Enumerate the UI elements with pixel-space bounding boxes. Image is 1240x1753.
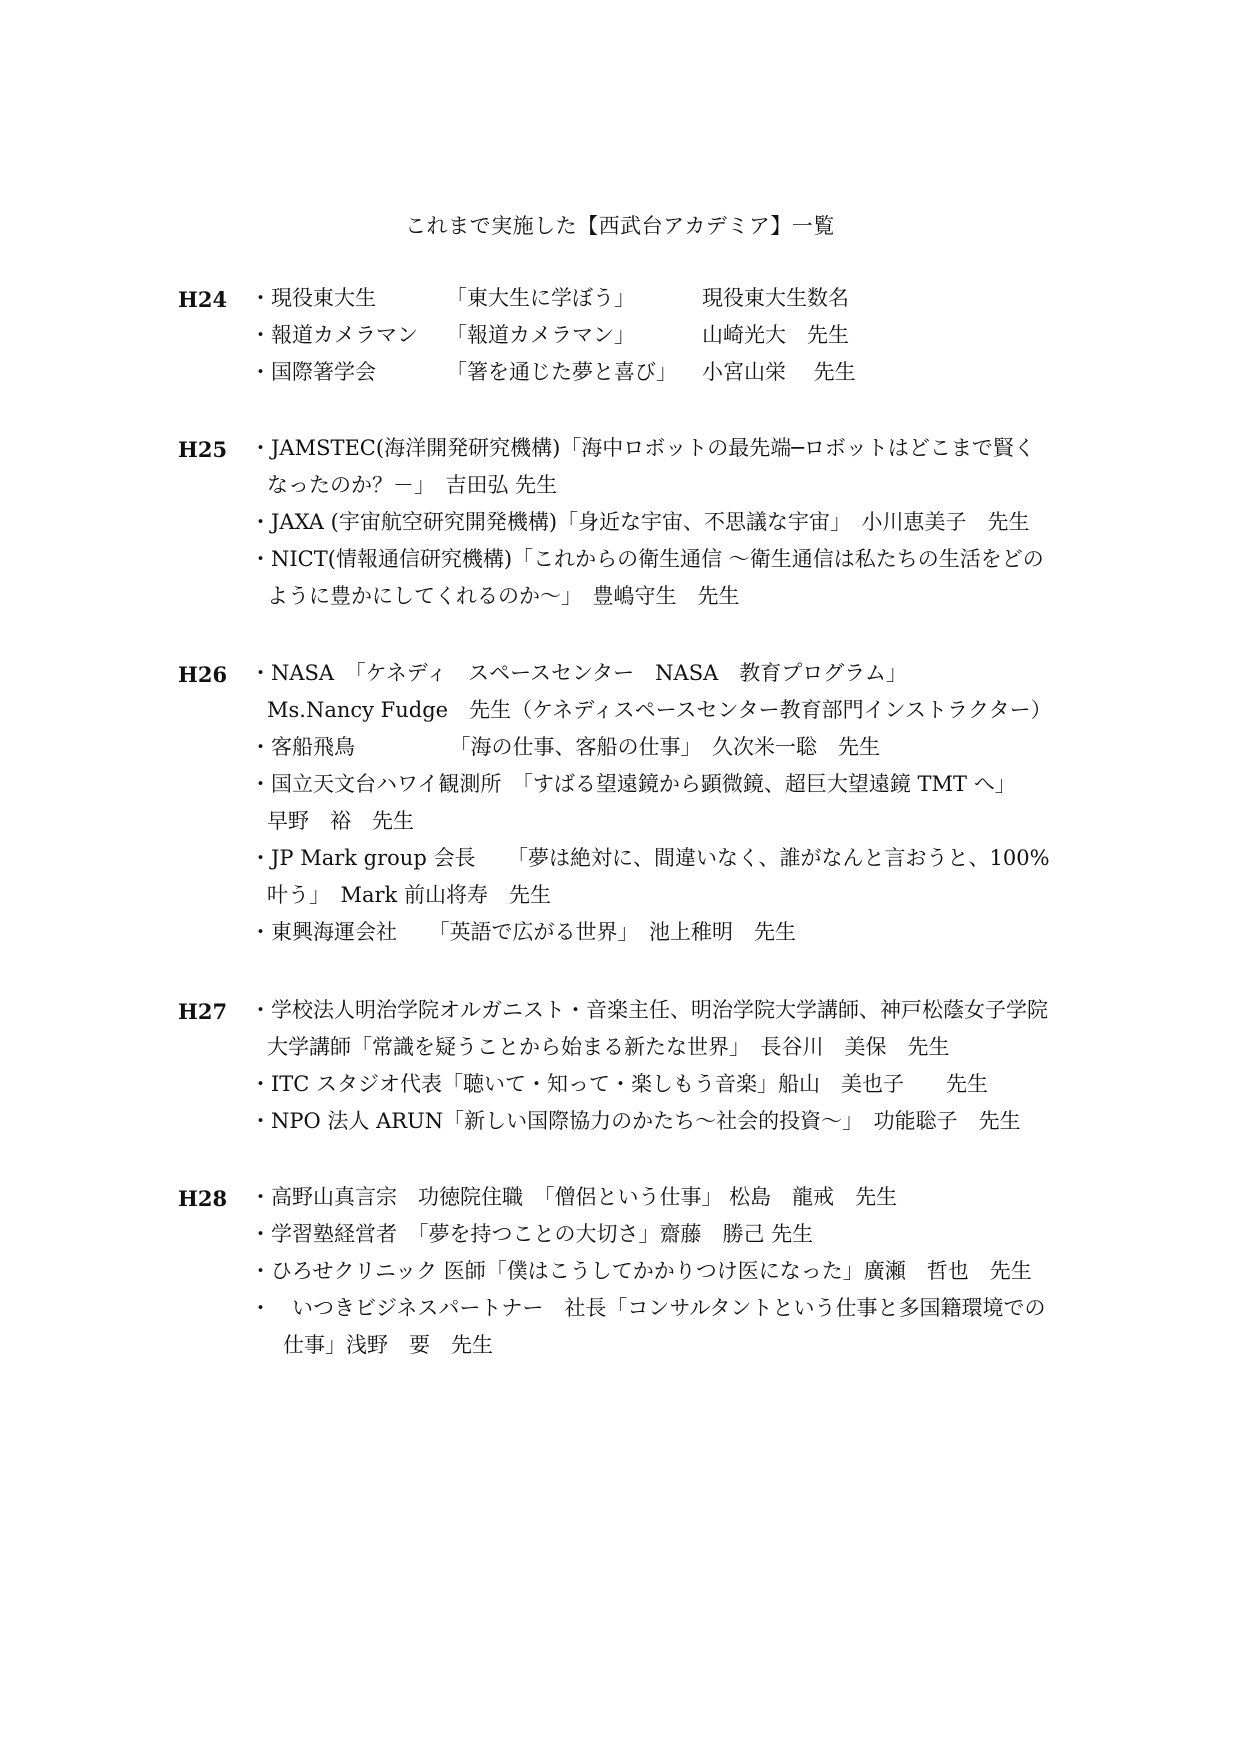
- lecture-theme: 「東大生に学ぼう」: [446, 286, 635, 310]
- list-item: ・客船飛鳥 「海の仕事、客船の仕事」 久次米一聡 先生: [250, 735, 880, 759]
- list-item: ・NPO 法人 ARUN「新しい国際協力のかたち～社会的投資～」 功能聡子 先生: [250, 1109, 1021, 1133]
- organization: ・報道カメラマン: [250, 323, 418, 347]
- list-item: ・国立天文台ハワイ観測所 「すばる望遠鏡から顕微鏡、超巨大望遠鏡 TMT へ」: [250, 772, 1016, 796]
- list-item: ・NICT(情報通信研究機構)「これからの衛生通信 ～衛生通信は私たちの生活をどの: [250, 547, 1044, 571]
- list-item: ・高野山真言宗 功徳院住職 「僧侶という仕事」 松島 龍戒 先生: [250, 1185, 898, 1209]
- year-label: H26: [178, 662, 228, 687]
- list-item-continuation: ように豊かにしてくれるのか～」 豊嶋守生 先生: [267, 584, 740, 608]
- list-item-continuation: 早野 裕 先生: [267, 809, 414, 833]
- speaker: 山崎光大 先生: [702, 323, 849, 347]
- document-title: これまで実施した【西武台アカデミア】一覧: [405, 214, 835, 238]
- list-item: ・学校法人明治学院オルガニスト・音楽主任、明治学院大学講師、神戸松蔭女子学院: [250, 998, 1048, 1022]
- organization: ・国際箸学会: [250, 360, 376, 384]
- lecture-theme: 「報道カメラマン」: [446, 323, 635, 347]
- organization: ・現役東大生: [250, 286, 376, 310]
- list-item-continuation: 仕事」浅野 要 先生: [283, 1333, 493, 1357]
- list-item: ・NASA 「ケネディ スペースセンター NASA 教育プログラム」: [250, 661, 908, 685]
- list-item: ・ITC スタジオ代表「聴いて・知って・楽しもう音楽」船山 美也子 先生: [250, 1072, 989, 1096]
- year-label: H27: [178, 999, 228, 1024]
- list-item-continuation: Ms.Nancy Fudge 先生（ケネディスペースセンター教育部門インストラクター）: [267, 698, 1052, 722]
- list-item: ・JAXA (宇宙航空研究開発機構)「身近な宇宙、不思議な宇宙」 小川恵美子 先生: [250, 510, 1030, 534]
- year-label: H24: [178, 287, 228, 312]
- list-item-continuation: なったのか？－」 吉田弘 先生: [267, 473, 558, 497]
- year-label: H28: [178, 1186, 228, 1211]
- year-label: H25: [178, 437, 228, 462]
- list-item: [250, 358, 1150, 386]
- speaker: 現役東大生数名: [702, 286, 849, 310]
- list-item: ・ いつきビジネスパートナー 社長「コンサルタントという仕事と多国籍環境での: [250, 1296, 1046, 1320]
- list-item: ・東興海運会社 「英語で広がる世界」 池上稚明 先生: [250, 920, 796, 944]
- list-item: ・JAMSTEC(海洋開発研究機構)「海中ロボットの最先端─ロボットはどこまで賢く: [250, 436, 1035, 460]
- list-item: ・学習塾経営者 「夢を持つことの大切さ」齋藤 勝己 先生: [250, 1222, 814, 1246]
- list-item: ・JP Mark group 会長 「夢は絶対に、間違いなく、誰がなんと言おうと、100%: [250, 846, 1050, 870]
- lecture-theme: 「箸を通じた夢と喜び」: [446, 360, 677, 384]
- list-item-continuation: 叶う」 Mark 前山将寿 先生: [267, 883, 551, 907]
- speaker: 小宮山栄 先生: [702, 360, 856, 384]
- list-item: [250, 284, 1150, 312]
- list-item: [250, 321, 1150, 349]
- list-item: ・ひろせクリニック 医師「僕はこうしてかかりつけ医になった」廣瀬 哲也 先生: [250, 1259, 1032, 1283]
- list-item-continuation: 大学講師「常識を疑うことから始まる新たな世界」 長谷川 美保 先生: [267, 1035, 950, 1059]
